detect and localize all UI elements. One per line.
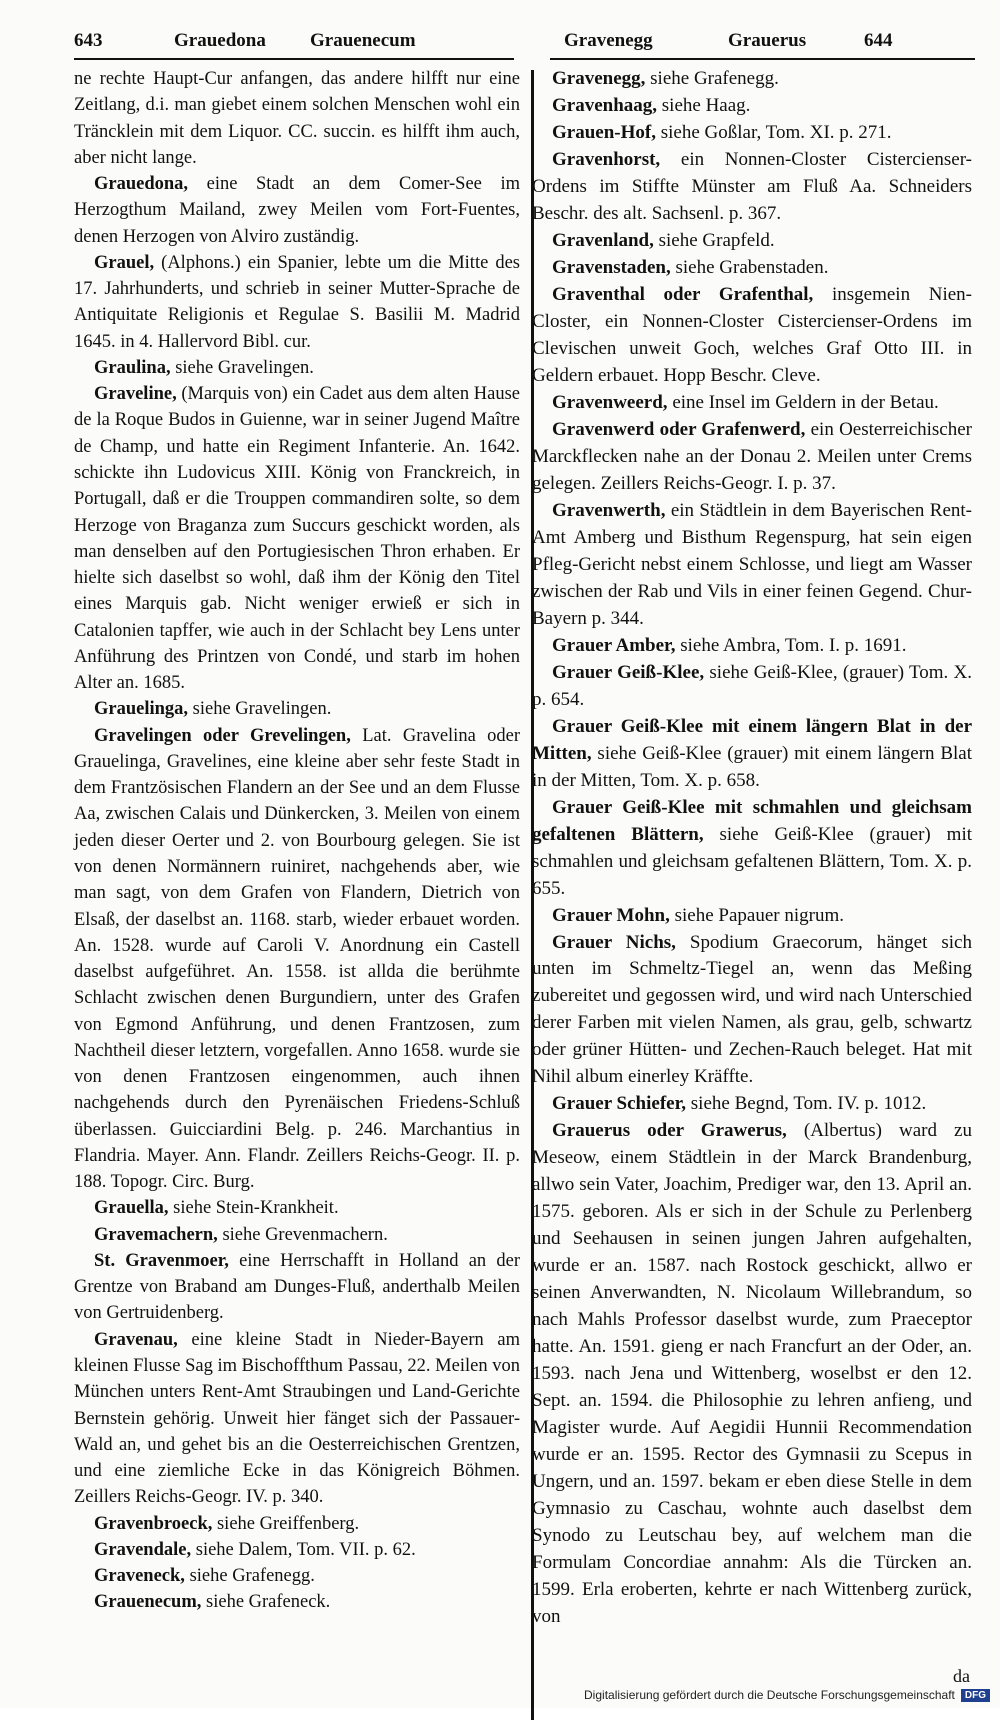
dictionary-entry	[532, 633, 972, 660]
entry-lemma: Grauen-Hof,	[552, 121, 656, 143]
entry-text: siehe Haag.	[657, 94, 751, 116]
dictionary-entry	[74, 723, 520, 1196]
entry-text: Lat. Gravelina oder Grauelinga, Gravelines, eine kleine aber sehr feste Stadt in dem Frantzösischen Flandern an der See und an dem Flusse Aa, zwischen Calais und Dünkercken, 3. Meilen von einem jeden dieser Oerter und 2. von Bourbourg gelegen. Sie ist von denen Normännern ruiniret, nachgehends aber, wie man sagt, von dem Grafen von Flandern, Dietrich von Elsaß, der daselbst an. 1168. starb, wieder erbauet worden. An. 1528. wurde auf Caroli V. Anordnung ein Castell daselbst aufgeführet. An. 1558. ist allda die berühmte Schlacht zwischen denen Burgundiern, unter des Grafen von Egmond Anführung, und denen Frantzosen, zum Nachtheil dieser letztern, vorgefallen. Anno 1658. wurde sie von denen Frantzosen eingenommen, auch ihnen nachgehends durch den Pyrenäischen Friedens-Schluß überlassen. Guicciardini Belg. p. 246. Marchantius in Flandria. Mayer. Ann. Flandr. Zeillers Reichs-Geogr. II. p. 188. Topogr. Circ. Burg.	[74, 725, 521, 1193]
dictionary-entry	[532, 282, 972, 390]
entry-text: eine kleine Stadt in Nieder-Bayern am kleinen Flusse Sag im Bischoffthum Passau, 22. Meilen von München unters Rent-Amt Straubingen und Land-Gerichte Bernstein gehörig. Unweit hier fänget sich der Passauer-Wald an, und gehet bis an die Oesterreichischen Grentzen, und eine ziemliche Ecke in das Königreich Böhmen. Zeillers Reichs-Geogr. IV. p. 340.	[74, 1329, 520, 1508]
dictionary-entry	[532, 498, 972, 633]
entry-lemma: Gravenweerd,	[552, 391, 668, 413]
entry-lemma: St. Gravenmoer,	[94, 1250, 229, 1271]
entry-text: siehe Grafenegg.	[184, 1566, 315, 1587]
dictionary-entry	[532, 1118, 972, 1631]
dictionary-entry	[532, 795, 972, 903]
dictionary-entry	[74, 1537, 520, 1563]
dictionary-entry	[74, 696, 520, 722]
dictionary-entry	[74, 250, 520, 355]
left-catchword-last: Grauenecum	[310, 30, 416, 51]
entry-text: Spodium Graecorum, hänget sich unten im Schmeltz-Tiegel an, wenn das Meßing zubereitet und gegossen wird, und wird nach Unterschied derer Farben mit vielen Namen, als grau, gelb, schwartz oder grüner Hütten- und Zechen-Rauch beleget. Hat mit Nihil album einerley Kräffte.	[532, 931, 972, 1088]
entry-lemma: Grauedona,	[94, 174, 189, 195]
dictionary-entry	[532, 93, 972, 120]
dictionary-entry	[532, 390, 972, 417]
right-column	[532, 66, 972, 1631]
entry-text: siehe Grafenegg.	[645, 68, 779, 89]
dictionary-entry	[532, 660, 972, 714]
dictionary-entry	[532, 255, 972, 282]
entry-lemma: Grauella,	[94, 1198, 169, 1219]
bottom-catchword: da	[953, 1666, 970, 1686]
entry-lemma: Gravenstaden,	[552, 256, 671, 278]
entry-text: siehe Greiffenberg.	[212, 1513, 360, 1534]
footer-credit-text: Digitalisierung gefördert durch die Deutsche Forschungsgemeinschaft	[584, 1688, 955, 1702]
dictionary-entry	[532, 120, 972, 147]
entry-text: siehe Geiß-Klee, (grauer) Tom. X. p. 654.	[532, 661, 972, 710]
entry-text: siehe Geiß-Klee (grauer) mit einem längern Blat in der Mitten, Tom. X. p. 658.	[532, 742, 972, 791]
entry-lemma: Gravenegg,	[552, 68, 646, 89]
dictionary-entry	[74, 1195, 520, 1221]
entry-text: ne rechte Haupt-Cur anfangen, das andere hilfft nur eine Zeitlang, d.i. man giebet einem solchen Menschen wohl ein Träncklein mit dem Liquor. CC. succin. es hilfft ihm auch, aber nicht lange.	[74, 69, 520, 168]
entry-text: (Albertus) ward zu Meseow, einem Städtlein in der Marck Brandenburg, allwo sein Vater, Joachim, Prediger war, den 13. April an. 1575. geboren. Als er sich in der Schule zu Perlenberg und Seehausen in seinen jungen Jahren aufgehalten, wurde er an. 1587. nach Rostock geschickt, allwo er seinen Anverwandten, N. Nicolaum Willebrandum, so nach Mahls Professor daselbst wurde, zum Praeceptor hatte. An. 1591. gieng er nach Francfurt an der Oder, an. 1593. nach Jena und Wittenberg, woselbst er den 12. Sept. an. 1594. die Philosophie zu lehren anfieng, und Magister wurde. Auf Aegidii Hunnii Recommendation wurde er an. 1595. Rector des Gymnasii zu Scepus in Ungern, und an. 1597. bekam er eben diese Stelle in dem Gymnasio zu Caschau, wohnte auch daselbst dem Synodo zu Leutschau bey, auf welchem man die Formulam Concordiae annahm: Als die Türcken an. 1599. Erla eroberten, kehrte er nach Wittenberg zurück, von	[532, 1120, 972, 1628]
entry-lemma: Grauer Amber,	[552, 634, 676, 656]
entry-text: ein Oesterreichischer Marckflecken nahe an der Donau 2. Meilen unter Crems gelegen. Zeillers Reichs-Geogr. I. p. 37.	[532, 418, 973, 494]
entry-lemma: Grauer Mohn,	[552, 904, 670, 926]
entry-lemma: Grauenecum,	[94, 1592, 202, 1613]
entry-text: siehe Goßlar, Tom. XI. p. 271.	[655, 121, 892, 143]
entry-lemma: Gravenhorst,	[552, 148, 661, 170]
entry-lemma: Gravenwerd oder Grafenwerd,	[552, 418, 806, 440]
entry-text: insgemein Nien-Closter, ein Nonnen-Closter Cistercienser-Ordens im Clevischen unweit Goch, welches Graf Otto III. in Geldern erbauet. Hopp Beschr. Cleve.	[532, 283, 973, 386]
entry-text: (Alphons.) ein Spanier, lebte um die Mitte des 17. Jahrhunderts, und schrieb in seiner Mutter-Sprache de Antiquitate Religionis et Regulae S. Basilii M. Madrid 1645. in 4. Hallervord Bibl. cur.	[74, 252, 520, 352]
dictionary-entry	[74, 1222, 520, 1248]
entry-text: eine Insel im Geldern in der Betau.	[667, 391, 939, 413]
dictionary-entry	[532, 417, 972, 498]
right-page-header	[550, 30, 975, 60]
right-page-number: 644	[864, 30, 893, 51]
left-header-rule	[74, 58, 514, 60]
dictionary-entry	[532, 66, 972, 93]
entry-text: siehe Dalem, Tom. VII. p. 62.	[191, 1539, 416, 1560]
right-header-rule	[550, 58, 975, 60]
dictionary-entry	[74, 1248, 520, 1327]
entry-lemma: Graveline,	[94, 384, 177, 405]
entry-lemma: Grauer Schiefer,	[552, 1093, 687, 1115]
entry-text: siehe Gravelingen.	[170, 357, 314, 378]
entry-lemma: Gravemachern,	[94, 1224, 218, 1245]
entry-lemma: Gravenhaag,	[552, 94, 658, 116]
digitization-footer	[584, 1688, 990, 1702]
entry-text: siehe Begnd, Tom. IV. p. 1012.	[686, 1093, 927, 1115]
entry-text: siehe Stein-Krankheit.	[168, 1198, 339, 1219]
dfg-logo-icon: DFG	[961, 1689, 990, 1702]
left-column	[74, 66, 520, 1616]
entry-text: eine Stadt an dem Comer-See im Herzogthum Mailand, zwey Meilen vom Fort-Fuentes, denen Herzogen von Alviro zuständig.	[74, 174, 520, 247]
dictionary-entry	[532, 1091, 972, 1118]
entry-lemma: Graventhal oder Grafenthal,	[552, 283, 814, 305]
entry-text: siehe Geiß-Klee (grauer) mit schmahlen und gleichsam gefaltenen Blättern, Tom. X. p. 655.	[532, 823, 972, 899]
entry-text: eine Herrschafft in Holland an der Grentze von Braband am Dunges-Fluß, anderthalb Meilen von Gertruidenberg.	[74, 1250, 520, 1324]
entry-text: siehe Grapfeld.	[653, 229, 775, 251]
entry-lemma: Grauerus oder Grawerus,	[552, 1120, 787, 1142]
dictionary-entry	[74, 66, 520, 171]
left-page-number: 643	[74, 30, 103, 51]
dictionary-entry	[74, 1511, 520, 1537]
right-catchword-last: Grauerus	[728, 30, 807, 51]
entry-text: siehe Grevenmachern.	[217, 1224, 388, 1245]
entry-lemma: Graulina,	[94, 357, 171, 378]
right-catchword-first: Gravenegg	[564, 30, 653, 51]
dictionary-entry	[74, 1563, 520, 1589]
entry-text: ein Nonnen-Closter Cistercienser-Ordens im Stiffte Münster am Fluß Aa. Schneiders Beschr. des alt. Sachsenl. p. 367.	[532, 148, 972, 224]
entry-text: siehe Grafeneck.	[201, 1592, 331, 1613]
entry-text: siehe Ambra, Tom. I. p. 1691.	[675, 634, 907, 656]
dictionary-entry	[532, 930, 972, 1092]
entry-lemma: Gravenau,	[94, 1329, 178, 1350]
entry-lemma: Gravenland,	[552, 229, 654, 251]
entry-lemma: Grauelinga,	[94, 699, 189, 720]
dictionary-entry	[532, 147, 972, 228]
entry-text: siehe Grabenstaden.	[670, 256, 829, 278]
entry-lemma: Grauer Geiß-Klee,	[552, 661, 705, 683]
entry-lemma: Grauer Nichs,	[552, 931, 676, 953]
entry-text: ein Städtlein in dem Bayerischen Rent-Amt Amberg und Bisthum Regenspurg, hat sein eigen Pfleg-Gericht nebst einem Schlosse, und liegt am Wasser zwischen der Rab und Vils in einer feinen Gegend. Chur-Bayern p. 344.	[532, 499, 972, 629]
dictionary-entry	[532, 903, 972, 930]
entry-lemma: Grauel,	[94, 252, 155, 273]
entry-lemma: Graveneck,	[94, 1566, 185, 1587]
entry-lemma: Gravelingen oder Grevelingen,	[94, 725, 351, 746]
left-page-header	[74, 30, 514, 60]
entry-text: (Marquis von) ein Cadet aus dem alten Hause de la Roque Budos in Guienne, war in seiner Jugend Maître de Champ, und hatte ein Regiment Infanterie. An. 1642. schickte ihn Ludovicus XIII. König von Franckreich, in Portugall, daß er die Trouppen commandiren solte, so dem Herzoge von Braganza zum Succurs geschickt worden, als man denselben auf den Portugiesischen Thron erhaben. Er hielte sich daselbst so wohl, daß ihm der König den Titel eines Marquis gab. Nicht weniger erwieß er sich in Catalonien tapffer, wie auch in der Schlacht bey Lens unter Anführung des Printzen von Condé, und starb im hohen Alter an. 1685.	[74, 384, 520, 694]
entry-lemma: Grauer Geiß-Klee mit einem längern Blat in der Mitten,	[532, 715, 972, 764]
entry-lemma: Gravendale,	[94, 1539, 192, 1560]
entry-lemma: Grauer Geiß-Klee mit schmahlen und gleichsam gefaltenen Blättern,	[532, 796, 972, 845]
dictionary-entry	[532, 228, 972, 255]
dictionary-entry	[74, 355, 520, 381]
entry-lemma: Gravenbroeck,	[94, 1513, 213, 1534]
entry-text: siehe Papauer nigrum.	[669, 904, 844, 926]
dictionary-entry	[74, 1589, 520, 1615]
left-catchword-first: Grauedona	[174, 30, 266, 51]
dictionary-entry	[74, 171, 520, 250]
dictionary-entry	[74, 1327, 520, 1511]
entry-lemma: Gravenwerth,	[552, 499, 666, 521]
dictionary-entry	[532, 714, 972, 795]
entry-text: siehe Gravelingen.	[188, 699, 332, 720]
dictionary-entry	[74, 381, 520, 696]
